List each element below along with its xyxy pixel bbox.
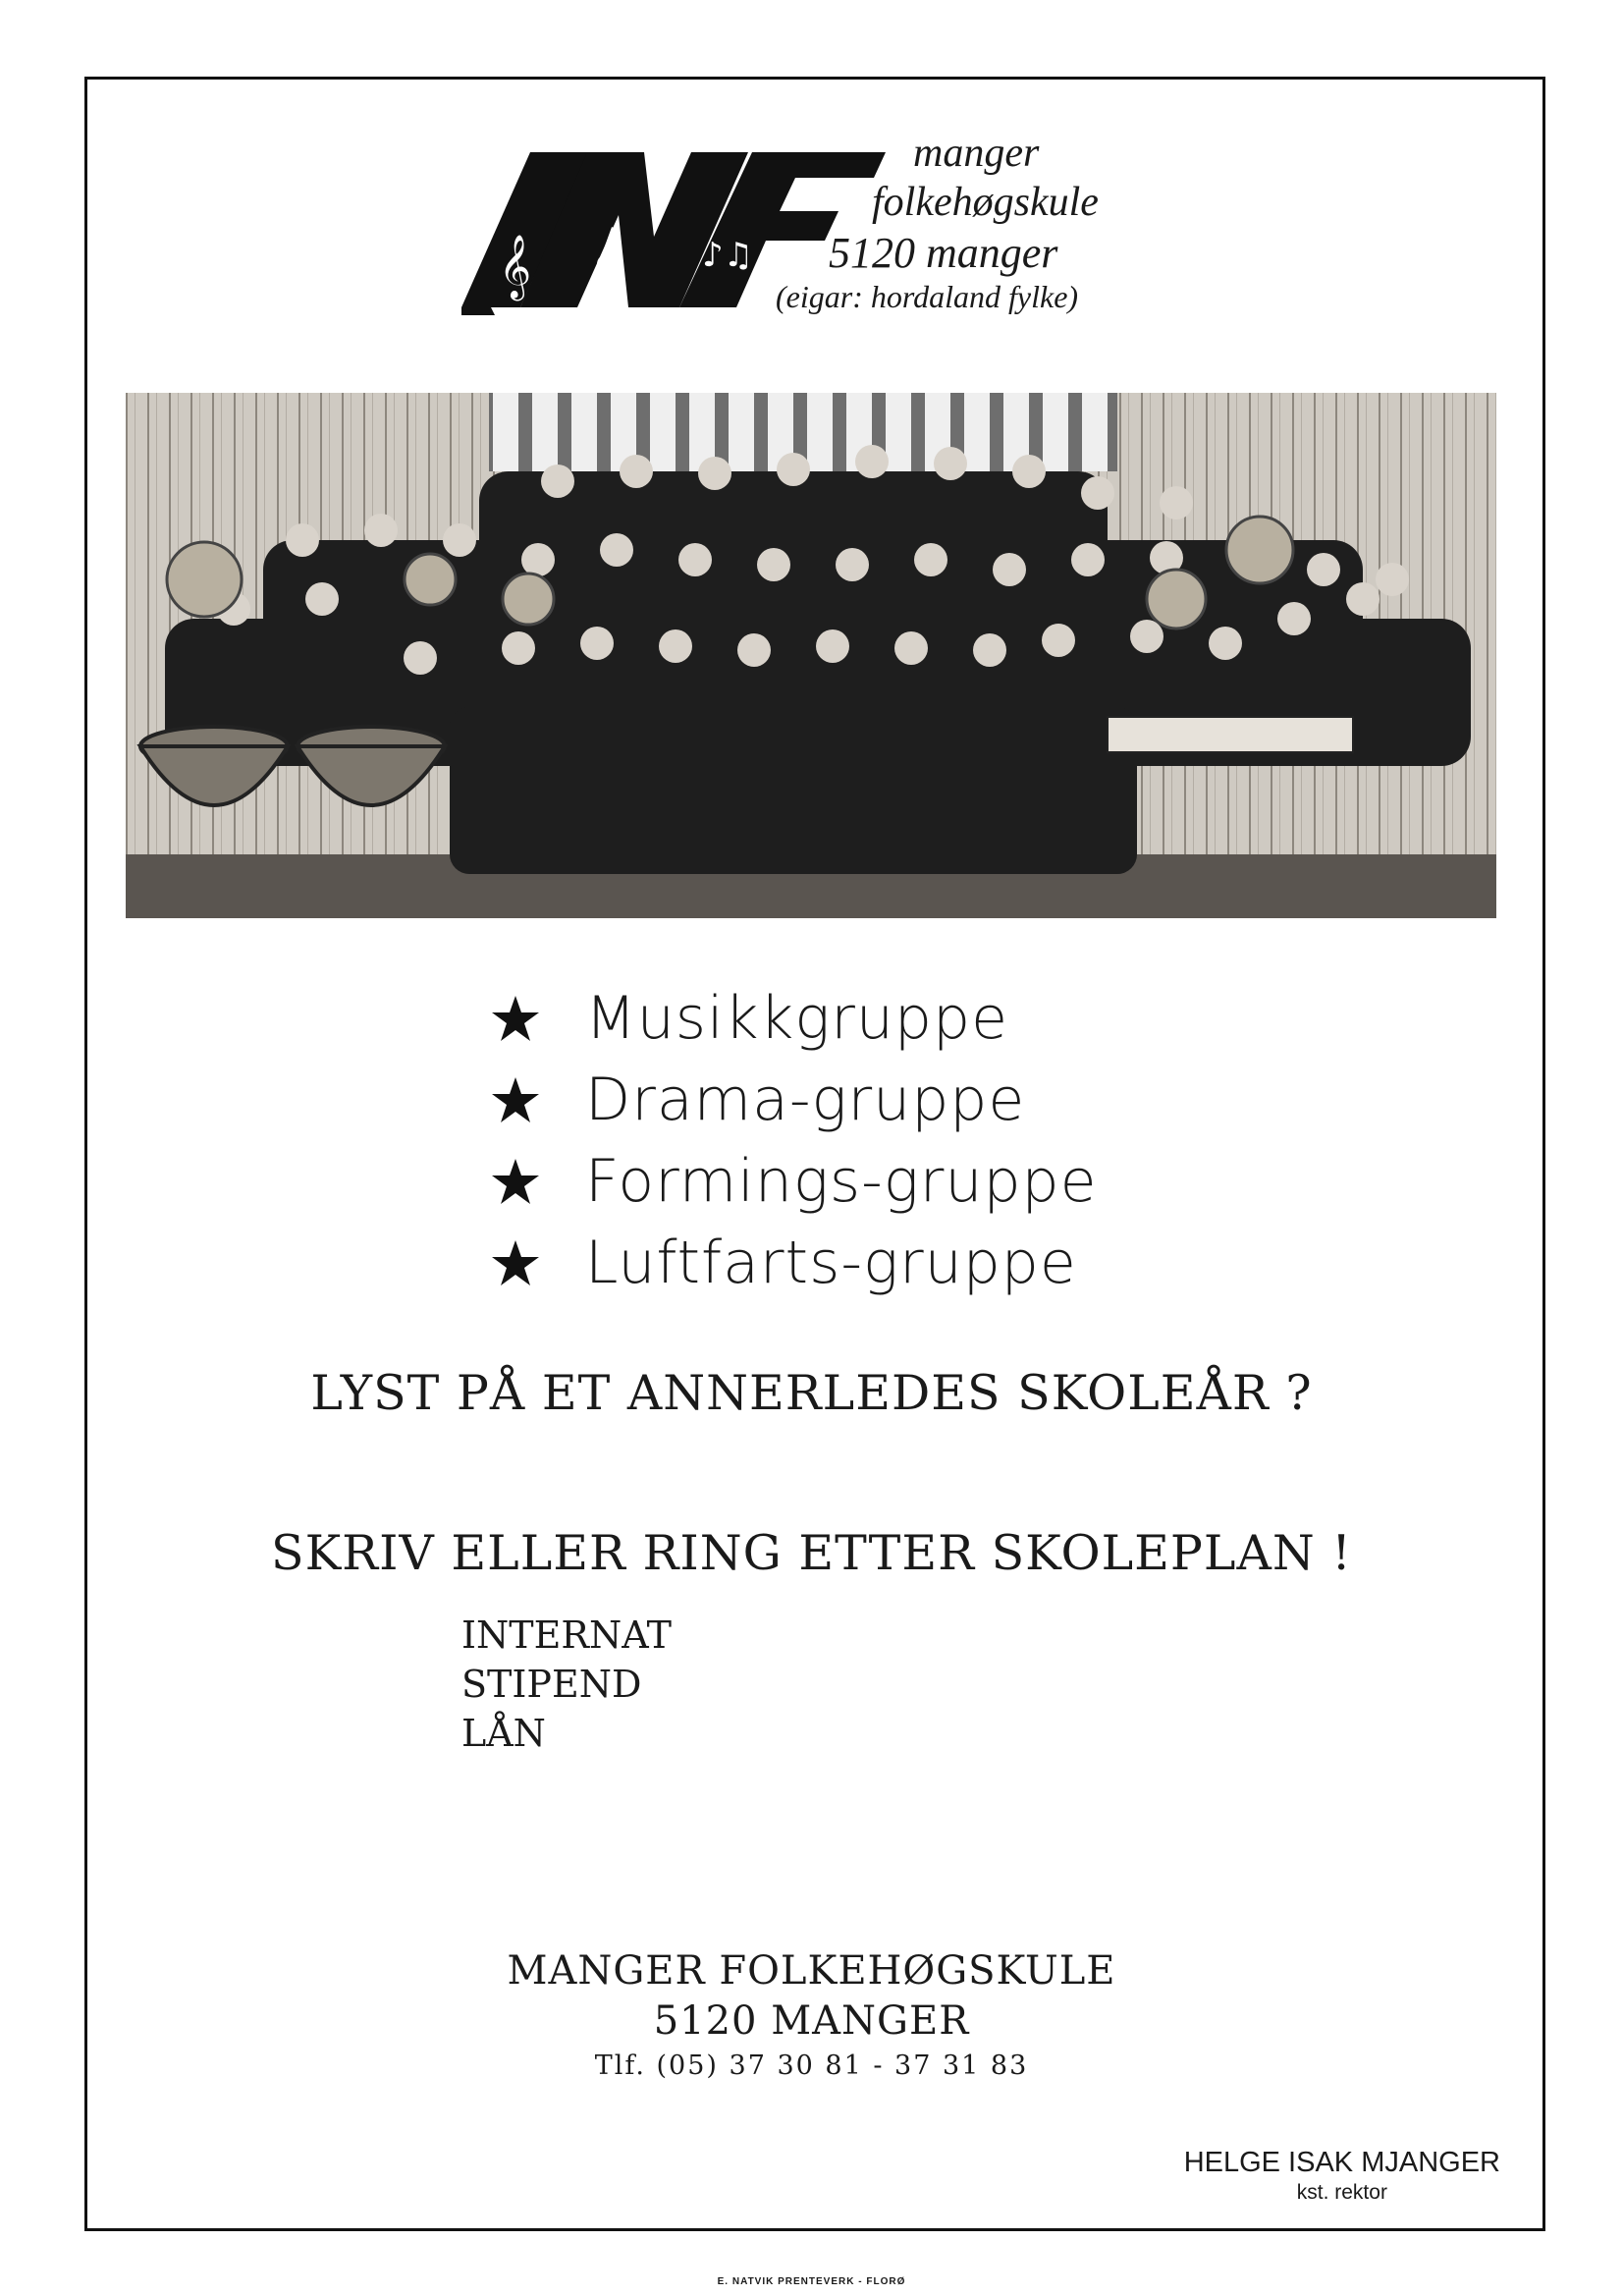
star-icon bbox=[491, 1157, 540, 1206]
star-icon bbox=[491, 1238, 540, 1287]
address-postal: 5120 MANGER bbox=[653, 1998, 970, 2044]
logo-line-postcode: 5120 manger bbox=[829, 229, 1058, 277]
list-item bbox=[491, 1059, 1098, 1140]
svg-text:♪♫: ♪♫ bbox=[702, 236, 754, 275]
benefit-item: LÅN bbox=[461, 1712, 546, 1755]
headline-call-to-action: SKRIV ELLER RING ETTER SKOLEPLAN ! bbox=[271, 1525, 1352, 1581]
signature-block bbox=[1184, 2147, 1500, 2205]
signature-title: kst. rektor bbox=[1296, 2181, 1387, 2204]
printer-credit: E. NATVIK PRENTEVERK - FLORØ bbox=[717, 2276, 906, 2287]
address-phone: Tlf. (05) 37 30 81 - 37 31 83 bbox=[594, 2050, 1029, 2081]
logo-line-owner: (eigar: hordaland fylke) bbox=[776, 279, 1079, 314]
address-name: MANGER FOLKEHØGSKULE bbox=[507, 1948, 1116, 1994]
group-list bbox=[491, 977, 1098, 1303]
group-label: Luftfarts-gruppe bbox=[585, 1228, 1077, 1297]
star-icon bbox=[491, 1075, 540, 1124]
group-label: Drama-gruppe bbox=[585, 1065, 1026, 1134]
list-item bbox=[491, 977, 1098, 1059]
band-group-photo bbox=[126, 393, 1496, 918]
benefit-item: STIPEND bbox=[461, 1663, 642, 1706]
list-item bbox=[491, 1222, 1098, 1303]
headline-question: LYST PÅ ET ANNERLEDES SKOLEÅR ? bbox=[310, 1365, 1313, 1421]
logo-line-manger: manger bbox=[913, 131, 1040, 176]
signature-name: HELGE ISAK MJANGER bbox=[1183, 2147, 1500, 2178]
logo-line-folkehogskule: folkehøgskule bbox=[872, 180, 1099, 225]
svg-text:𝄞: 𝄞 bbox=[499, 235, 532, 299]
star-icon bbox=[491, 994, 540, 1043]
group-label: Musikkgruppe bbox=[585, 983, 1009, 1053]
list-item bbox=[491, 1140, 1098, 1222]
group-label: Formings-gruppe bbox=[585, 1146, 1098, 1216]
benefits-list bbox=[461, 1611, 672, 1758]
benefit-item: INTERNAT bbox=[461, 1613, 672, 1657]
